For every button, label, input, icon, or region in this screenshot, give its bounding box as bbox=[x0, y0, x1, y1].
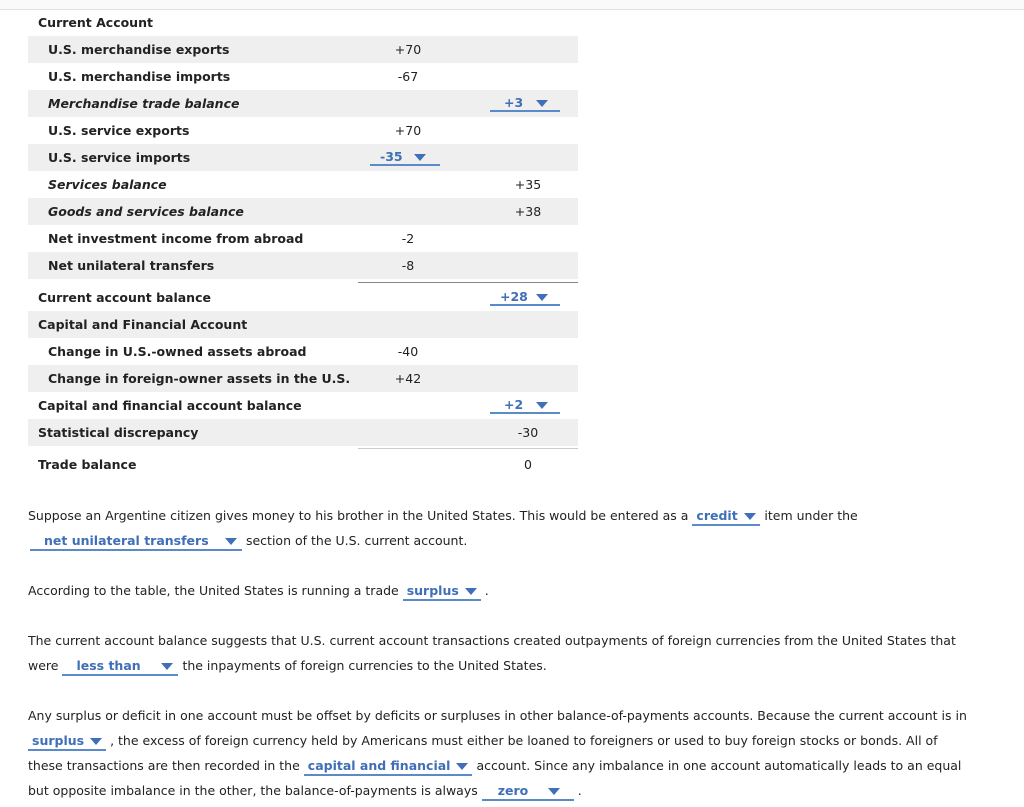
row-value: -2 bbox=[401, 231, 415, 246]
comparison-dropdown[interactable] bbox=[62, 657, 178, 676]
question-2 bbox=[28, 578, 988, 603]
row-label: Net investment income from abroad bbox=[48, 231, 304, 246]
question-text: , the excess of foreign currency held by Americans must either be loaned to foreigners or used to buy foreign stocks or bonds. All of bbox=[110, 733, 938, 748]
bop-total-dropdown[interactable] bbox=[482, 782, 574, 801]
balance-state-dropdown[interactable] bbox=[28, 732, 106, 751]
row-label: Change in foreign-owner assets in the U.S. bbox=[48, 371, 351, 386]
row-value: +70 bbox=[394, 42, 422, 57]
question-text: The current account balance suggests that U.S. current account transactions created outpayments of foreign currencies from the United States that bbox=[28, 633, 956, 648]
dropdown-value: surplus bbox=[406, 583, 459, 598]
current-account-balance-dropdown[interactable] bbox=[490, 288, 560, 306]
question-text: these transactions are then recorded in the bbox=[28, 758, 300, 773]
chevron-down-icon bbox=[536, 294, 548, 301]
chevron-down-icon bbox=[744, 513, 756, 520]
dropdown-value: surplus bbox=[32, 733, 85, 748]
row-value: 0 bbox=[524, 457, 532, 472]
row-label: Services balance bbox=[48, 177, 167, 192]
row-value: -30 bbox=[517, 425, 539, 440]
chevron-down-icon bbox=[414, 154, 426, 161]
service-imports-dropdown[interactable] bbox=[370, 148, 440, 166]
table-row bbox=[28, 171, 578, 198]
trade-dropdown[interactable] bbox=[403, 582, 481, 601]
chevron-down-icon bbox=[456, 763, 468, 770]
account-dropdown[interactable] bbox=[304, 757, 473, 776]
merchandise-balance-dropdown[interactable] bbox=[490, 94, 560, 112]
question-text: Suppose an Argentine citizen gives money to his brother in the United States. This would be entered as a bbox=[28, 508, 689, 523]
row-label: Merchandise trade balance bbox=[48, 96, 240, 111]
question-text: . bbox=[484, 583, 489, 598]
chevron-down-icon bbox=[225, 538, 237, 545]
question-text: but opposite imbalance in the other, the balance-of-payments is always bbox=[28, 783, 478, 798]
row-value: -40 bbox=[397, 344, 419, 359]
question-text: account. Since any imbalance in one account automatically leads to an equal bbox=[476, 758, 962, 773]
chevron-down-icon bbox=[536, 402, 548, 409]
question-text: were bbox=[28, 658, 59, 673]
table-row bbox=[28, 117, 578, 144]
divider bbox=[358, 448, 578, 449]
question-text: . bbox=[577, 783, 582, 798]
row-value: +70 bbox=[394, 123, 422, 138]
dropdown-value: zero bbox=[497, 783, 529, 798]
dropdown-value: +3 bbox=[504, 95, 524, 110]
table-row bbox=[28, 198, 578, 225]
row-label: Goods and services balance bbox=[48, 204, 244, 219]
row-label: Trade balance bbox=[38, 457, 137, 472]
chevron-down-icon bbox=[161, 663, 173, 670]
row-label: U.S. service exports bbox=[48, 123, 190, 138]
table-row bbox=[28, 311, 578, 338]
table-row bbox=[28, 225, 578, 252]
dropdown-value: less than bbox=[76, 658, 141, 673]
question-text: the inpayments of foreign currencies to the United States. bbox=[182, 658, 547, 673]
table-row bbox=[28, 338, 578, 365]
row-label: Change in U.S.-owned assets abroad bbox=[48, 344, 307, 359]
table-row bbox=[28, 284, 578, 311]
row-label: U.S. merchandise exports bbox=[48, 42, 230, 57]
table-row bbox=[28, 365, 578, 392]
question-4 bbox=[28, 703, 988, 803]
row-value: -8 bbox=[401, 258, 415, 273]
chevron-down-icon bbox=[548, 788, 560, 795]
row-value: +38 bbox=[514, 204, 542, 219]
table-row bbox=[28, 144, 578, 171]
section-heading-current-account: Current Account bbox=[38, 15, 153, 30]
row-label: Current account balance bbox=[38, 290, 211, 305]
question-text: Any surplus or deficit in one account must be offset by deficits or surpluses in other balance-of-payments accounts. Because the current account is in bbox=[28, 708, 967, 723]
capital-account-balance-dropdown[interactable] bbox=[490, 396, 560, 414]
table-row bbox=[28, 419, 578, 446]
dropdown-value: credit bbox=[696, 508, 738, 523]
table-row bbox=[28, 63, 578, 90]
row-value: -67 bbox=[397, 69, 419, 84]
section-dropdown[interactable] bbox=[30, 532, 242, 551]
question-text: section of the U.S. current account. bbox=[245, 533, 468, 548]
table-row bbox=[28, 252, 578, 279]
row-label: U.S. service imports bbox=[48, 150, 191, 165]
chevron-down-icon bbox=[90, 738, 102, 745]
question-3 bbox=[28, 628, 988, 678]
dropdown-value: -35 bbox=[380, 149, 403, 164]
dropdown-value: +28 bbox=[500, 289, 528, 304]
question-text: According to the table, the United States is running a trade bbox=[28, 583, 399, 598]
row-label: Statistical discrepancy bbox=[38, 425, 199, 440]
chevron-down-icon bbox=[465, 588, 477, 595]
dropdown-value: capital and financial bbox=[307, 758, 451, 773]
row-label: Capital and financial account balance bbox=[38, 398, 302, 413]
row-label: U.S. merchandise imports bbox=[48, 69, 231, 84]
dropdown-value: +2 bbox=[504, 397, 524, 412]
row-value: +35 bbox=[514, 177, 542, 192]
row-value: +42 bbox=[394, 371, 422, 386]
chevron-down-icon bbox=[536, 100, 548, 107]
table-row bbox=[28, 451, 578, 478]
table-row bbox=[28, 90, 578, 117]
dropdown-value: net unilateral transfers bbox=[44, 533, 209, 548]
sum-divider bbox=[358, 282, 578, 283]
question-1 bbox=[28, 503, 988, 553]
table-row bbox=[28, 9, 578, 36]
table-row bbox=[28, 36, 578, 63]
entry-type-dropdown[interactable] bbox=[692, 507, 760, 526]
question-text: item under the bbox=[764, 508, 858, 523]
table-row bbox=[28, 392, 578, 419]
row-label: Net unilateral transfers bbox=[48, 258, 215, 273]
section-heading-capital-account: Capital and Financial Account bbox=[38, 317, 248, 332]
